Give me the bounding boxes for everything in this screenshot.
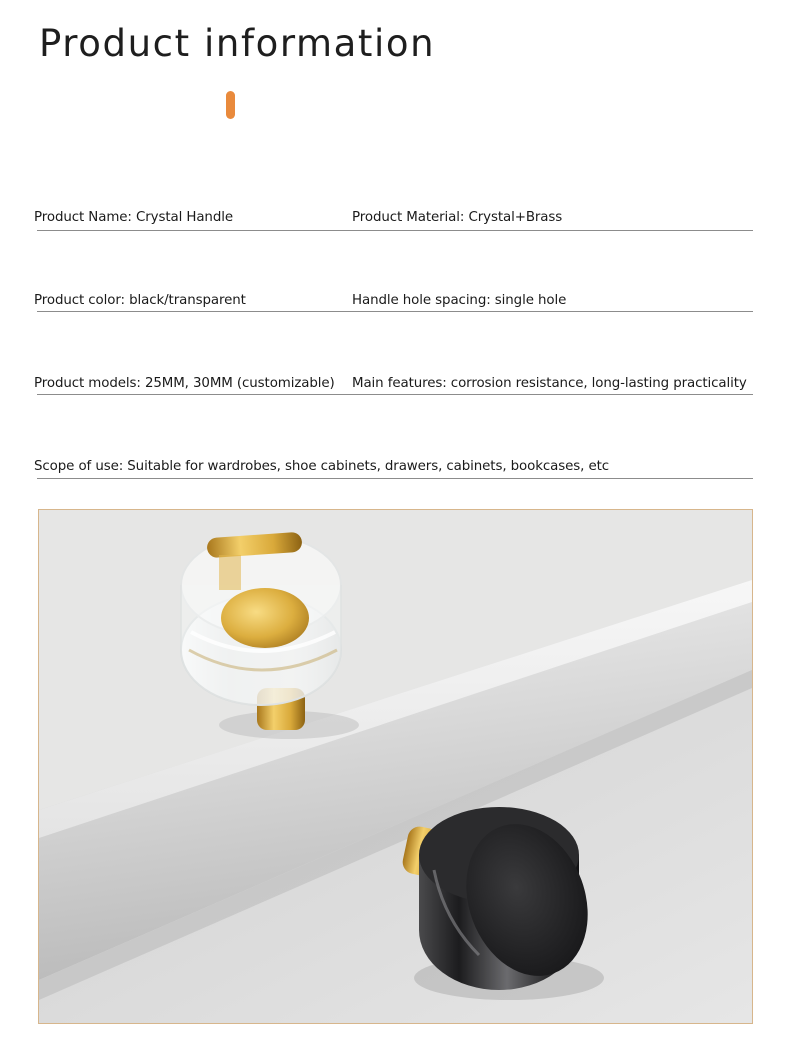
page-title: Product information <box>39 22 436 65</box>
spec-product-models: Product models: 25MM, 30MM (customizable) <box>34 376 335 391</box>
spec-hole-spacing: Handle hole spacing: single hole <box>352 293 567 308</box>
spec-divider-3 <box>37 394 753 395</box>
spec-divider-4 <box>37 478 753 479</box>
title-accent-bar <box>226 91 235 119</box>
spec-product-material: Product Material: Crystal+Brass <box>352 210 563 225</box>
spec-divider-2 <box>37 311 753 312</box>
spec-product-name: Product Name: Crystal Handle <box>34 210 233 225</box>
product-photo <box>38 509 753 1024</box>
product-photo-illustration <box>39 510 752 1023</box>
spec-product-color: Product color: black/transparent <box>34 293 246 308</box>
spec-divider-1 <box>37 230 753 231</box>
spec-scope-of-use: Scope of use: Suitable for wardrobes, shoe cabinets, drawers, cabinets, bookcases, etc <box>34 459 610 474</box>
spec-main-features: Main features: corrosion resistance, long-lasting practicality <box>352 376 747 391</box>
